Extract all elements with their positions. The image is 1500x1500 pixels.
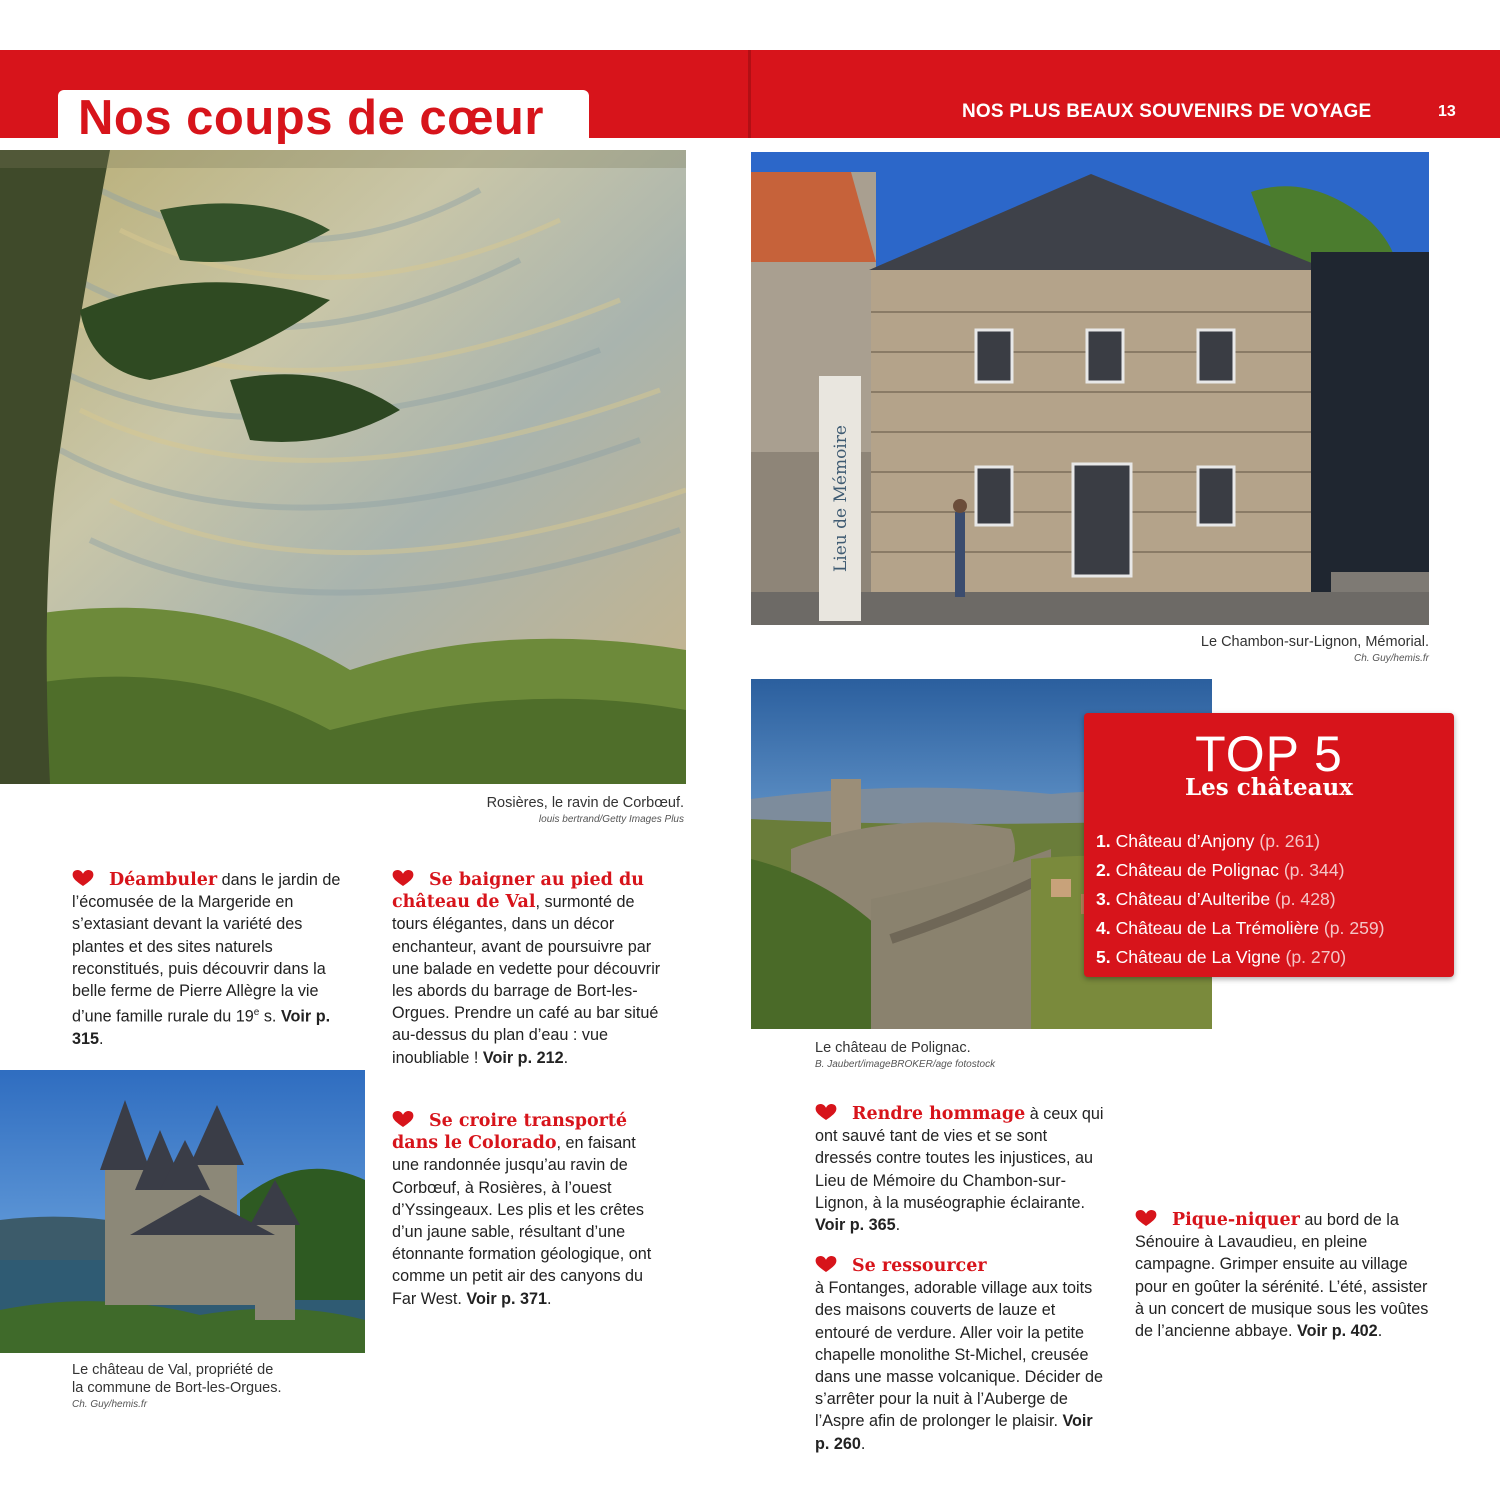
caption-memorial: [1130, 633, 1429, 666]
entry-piquenique: [1135, 1209, 1430, 1342]
entry-baigner: [392, 869, 672, 1069]
item-page: (p. 259): [1323, 918, 1385, 938]
heart-icon: [1135, 1210, 1157, 1227]
superscript: e: [253, 1007, 260, 1019]
top5-subtitle: Les châteaux: [1185, 774, 1353, 801]
top5-box: [1084, 713, 1454, 977]
item-number: 4.: [1096, 918, 1111, 938]
caption-line: Le château de Val, propriété de: [72, 1362, 274, 1378]
top5-item: [1096, 914, 1385, 943]
sign-lieu-de-memoire: Lieu de Mémoire: [831, 425, 851, 572]
item-number: 5.: [1096, 947, 1111, 967]
caption-val: [72, 1361, 362, 1412]
caption-polignac: [815, 1039, 1145, 1072]
heart-icon: [392, 870, 414, 887]
entry-colorado: [392, 1110, 664, 1310]
caption-ravin: [420, 794, 684, 827]
entry-end: .: [860, 1434, 866, 1453]
item-name: Château de La Trémolière: [1115, 918, 1320, 938]
entry-keyword: Déambuler: [109, 870, 218, 890]
caption-text: Le Chambon-sur-Lignon, Mémorial.: [1200, 634, 1429, 650]
top5-label: TOP 5: [1195, 726, 1343, 782]
item-number: 3.: [1096, 889, 1111, 909]
photo-ravin-corboeuf: [0, 150, 686, 784]
entry-end: .: [563, 1048, 569, 1067]
entry-text: , en faisant une randonnée jusqu’au ravin de Corbœuf, à Rosières, à l’ouest d’Yssingeaux. Les plis et les crêtes d’un jaune sable, résultant d’une étonnante formation géologique, ont comme un petit air des canyons du Far West.: [392, 1134, 652, 1308]
heart-icon: [72, 870, 94, 887]
entry-end: .: [1377, 1322, 1383, 1341]
heart-icon: [392, 1111, 414, 1128]
entry-end: .: [547, 1289, 552, 1308]
item-name: Château de Polignac: [1115, 860, 1279, 880]
heart-icon: [815, 1104, 837, 1121]
caption-text: Rosières, le ravin de Corbœuf.: [486, 795, 684, 811]
entry-text: s.: [259, 1007, 281, 1026]
photo-credit: Ch. Guy/hemis.fr: [72, 1399, 148, 1410]
top5-item: [1096, 943, 1385, 972]
top5-item: [1096, 856, 1385, 885]
item-page: (p. 270): [1285, 947, 1347, 967]
entry-text: à Fontanges, adorable village aux toits des maisons couverts de lauze et entouré de verdure. Aller voir la petite chapelle monolithe St-Michel, creusée dans une masse volcanique. Décider de s’arrêter pour la nuit à l’Auberge de l’Aspre afin de prolonger le plaisir.: [815, 1279, 1103, 1431]
page-gutter: [748, 50, 751, 138]
top5-item: [1096, 885, 1385, 914]
entry-deambuler: [72, 869, 347, 1050]
entry-end: .: [895, 1216, 901, 1235]
entry-keyword: Se ressourcer: [852, 1256, 987, 1276]
entry-text: au bord de la Sénouire à Lavaudieu, en pleine campagne. Grimper ensuite au village pour en goûter la sérénité. L’été, assister à un concert de musique sous les voûtes de l’ancienne abbaye.: [1135, 1211, 1429, 1341]
item-page: (p. 344): [1283, 860, 1345, 880]
entry-ressourcer: [815, 1255, 1105, 1455]
entry-text: , surmonté de tours élégantes, dans un décor enchanteur, avant de poursuivre par une balade en vedette pour découvrir les abords du barrage de Bort-les-Orgues. Prendre un café au bar situé au-dessus du plan d’eau : vue inoubliable !: [392, 893, 661, 1067]
page-reference: Voir p. 365: [815, 1216, 896, 1235]
top5-list: [1096, 827, 1385, 972]
item-number: 2.: [1096, 860, 1111, 880]
photo-credit: B. Jaubert/imageBROKER/age fotostock: [815, 1059, 996, 1070]
page-reference: Voir p. 212: [482, 1048, 564, 1067]
item-name: Château d’Aulteribe: [1115, 889, 1271, 909]
entry-keyword: Se baigner au pied du château de Val: [392, 870, 644, 913]
caption-text: Le château de Polignac.: [815, 1040, 971, 1056]
item-page: (p. 261): [1259, 831, 1321, 851]
item-name: Château de La Vigne: [1115, 947, 1281, 967]
entry-text: à ceux qui ont sauvé tant de vies et se sont dressés contre toutes les injustices, au Lieu de Mémoire du Chambon-sur-Lignon, à la muséographie éclairante.: [815, 1105, 1104, 1212]
page-reference: Voir p. 402: [1297, 1322, 1378, 1341]
photo-lieu-de-memoire: [751, 152, 1429, 625]
item-number: 1.: [1096, 831, 1111, 851]
entry-hommage: [815, 1103, 1105, 1236]
item-page: (p. 428): [1275, 889, 1336, 909]
entry-keyword: Se croire transporté dans le Colorado: [392, 1111, 628, 1154]
caption-line: la commune de Bort-les-Orgues.: [72, 1380, 282, 1396]
page-reference: Voir p. 260: [815, 1412, 1093, 1453]
photo-credit: Ch. Guy/hemis.fr: [1353, 653, 1429, 664]
photo-chateau-val: [0, 1070, 365, 1353]
photo-credit: louis bertrand/Getty Images Plus: [538, 814, 684, 825]
entry-text: dans le jardin de l’écomusée de la Margeride en s’extasiant devant la variété des plantes et des sites naturels reconstitués, puis découvrir dans la belle ferme de Pierre Allègre la vie d’une famille rurale du 19: [72, 871, 341, 1026]
page-reference: Voir p. 315: [72, 1007, 331, 1048]
page-number: 13: [1438, 103, 1456, 120]
running-head: NOS PLUS BEAUX SOUVENIRS DE VOYAGE: [962, 101, 1372, 122]
item-name: Château d’Anjony: [1115, 831, 1255, 851]
entry-keyword: Pique-niquer: [1172, 1210, 1300, 1230]
section-title: Nos coups de cœur: [78, 91, 544, 145]
page-reference: Voir p. 371: [466, 1289, 548, 1308]
heart-icon: [815, 1256, 837, 1273]
entry-end: .: [99, 1029, 104, 1048]
top5-item: [1096, 827, 1385, 856]
entry-keyword: Rendre hommage: [852, 1104, 1026, 1124]
